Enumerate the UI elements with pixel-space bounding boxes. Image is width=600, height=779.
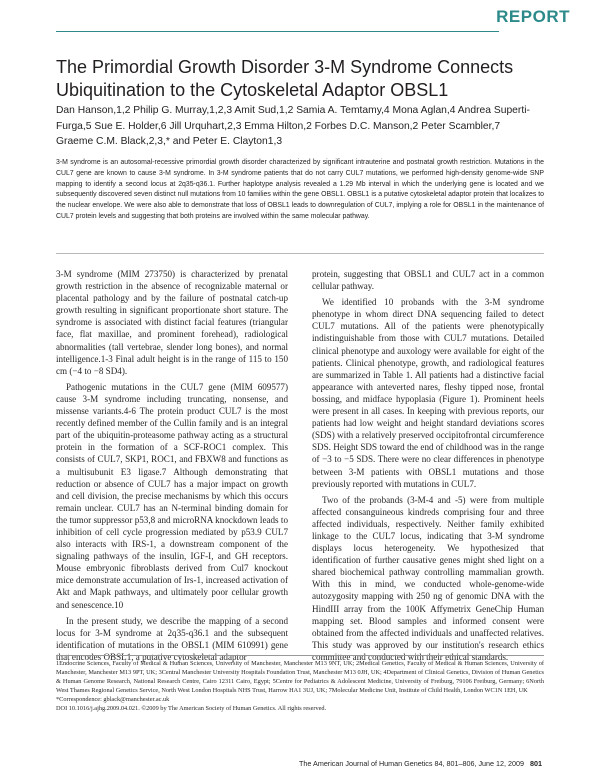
- page-number: 801: [530, 759, 542, 768]
- page-footer: [299, 759, 542, 768]
- author-list: Dan Hanson,1,2 Philip G. Murray,1,2,3 Amit Sud,1,2 Samia A. Temtamy,4 Mona Aglan,4 Andrea Superti-Furga,5 Sue E. Holder,6 Jill Urquhart,2,3 Emma Hilton,2 Forbes D.C. Manson,2 Peter Scambler,7 Graeme C.M. Black,2,3,* and Peter E. Clayton1,3: [56, 105, 530, 147]
- journal-citation: The American Journal of Human Genetics 84, 801–806, June 12, 2009: [299, 759, 524, 768]
- body-paragraph: protein, suggesting that OBSL1 and CUL7 act in a common cellular pathway.: [312, 269, 544, 292]
- body-paragraph: 3-M syndrome (MIM 273750) is characterized by prenatal growth restriction in the absence of recognizable maternal or placental pathology and by the failure of postnatal catch-up growth resulting in significant proportionate short stature. The syndrome is associated with distinct facial features (triangular face, flat maxillae, and prominent forehead), radiological abnormalities (tall vertebrae, slender long bones), and normal intelligence.1-3 Final adult height is in the range of 115 to 150 cm (−4 to −8 SD4).: [56, 269, 288, 376]
- body-paragraph: Pathogenic mutations in the CUL7 gene (MIM 609577) cause 3-M syndrome including truncating, nonsense, and missense variants.4-6 The protein product CUL7 is the most recently defined member of the Cullin family and is an integral part of the ubiquitin-proteasome pathway acting as a structural protein in the formation of a SCF-ROC1 complex. This consists of CUL7, SKP1, ROC1, and FBXW8 and functions as a multisubunit E3 ligase.7 Although demonstrating that reduction or absence of CUL7 has a major impact on growth and cell division, the precise mechanisms by which this occurs remain unclear. CUL7 has an N-terminal binding domain for the tumor suppressor p53,8 and microRNA knockdown leads to inhibition of cell cycle progression mediated by p53.9 CUL7 also interacts with IRS-1, a downstream component of the signaling pathways of the insulin, IGF-I, and GH receptors. Mouse embryonic fibroblasts derived from Cul7 knockout mice demonstrate accumulation of Irs-1, increased activation of Akt and Mapk pathways, and ultimately poor cellular growth and senescence.10: [56, 381, 288, 610]
- header-rule: [56, 31, 499, 32]
- body-column-right: [312, 268, 544, 667]
- article-title: The Primordial Growth Disorder 3-M Syndrome Connects Ubiquitination to the Cytoskeletal Adaptor OBSL1: [56, 57, 514, 100]
- footnote-divider: [56, 655, 544, 656]
- abstract: 3-M syndrome is an autosomal-recessive primordial growth disorder characterized by significant intrauterine and postnatal growth restriction. Mutations in the CUL7 gene are known to cause 3-M syndrome. In 3-M syndrome patients that do not carry CUL7 mutations, we performed high-density genome-wide SNP mapping to identify a second locus at 2q35-q36.1. Further haplotype analysis revealed a 1.29 Mb interval in which the underlying gene is located and we subsequently discovered seven distinct null mutations from 10 families within the gene OBSL1. OBSL1 is a putative cytoskeletal adaptor protein that localizes to the nuclear envelope. We were also able to demonstrate that loss of OBSL1 leads to downregulation of CUL7, implying a role for OBSL1 in the maintenance of CUL7 protein levels and suggesting that both proteins are involved within the same molecular pathway.: [56, 159, 544, 220]
- body-paragraph: Two of the probands (3-M-4 and -5) were from multiple affected consanguineous kindreds comprising four and three affected individuals, respectively. Neither family exhibited linkage to the CUL7 locus, indicating that 3-M syndrome displays locus heterogeneity. We hypothesized that identification of further causative genes might shed light on a shared biochemical pathway controlling mammalian growth. With this in mind, we conducted whole-genome-wide autozygosity mapping with 250 ng of genomic DNA with the HindIII array from the 100K Affymetrix GeneChip Human mapping set. Blood samples and informed consent were obtained from the affected individuals and unaffected relatives. This study was approved by our institution's research ethics committee and conducted with their ethical standards.: [312, 494, 544, 662]
- section-label: REPORT: [496, 7, 570, 26]
- abstract-divider: [56, 253, 544, 254]
- body-paragraph: We identified 10 probands with the 3-M syndrome phenotype in whom direct DNA sequencing failed to detect CUL7 mutations. All of the patients were phenotypically indistinguishable from those with CUL7 mutations. Detailed clinical phenotype and auxology were available for eight of the patients. Clinical phenotype, growth, and radiological features are summarized in Table 1. All patients had a distinctive facial appearance with anteverted nares, fleshy tipped nose, frontal bossing, and midface hypoplasia (Figure 1). Prominent heels were present in all cases. In keeping with previous reports, our patients had low weight and height standard deviations scores (SDS) with a relatively preserved occipitofrontal circumference SDS. Height SDS toward the end of childhood was in the range of −3 to −5 SDS. There were no clear differences in phenotype between 3-M patients with OBSL1 mutations and those previously reported with mutations in CUL7.: [312, 297, 544, 489]
- body-paragraph: In the present study, we describe the mapping of a second locus for 3-M syndrome at 2q35-q36.1 and the subsequent identification of mutations in the OBSL1 (MIM 610991) gene that encodes OBSL1, a putative cytoskeletal adaptor: [56, 615, 288, 662]
- affiliations-footnote: 1Endocrine Sciences, Faculty of Medical & Human Sciences, University of Manchester, Manchester M13 9NT, UK; 2Medical Genetics, Faculty of Medical & Human Sciences, University of Manchester, Manchester M13 9PT, UK; 3Central Manchester University Hospitals Foundation Trust, Manchester M13 0JH, UK; 4Department of Clinical Genetics, Division of Human Genetics & Human Genome Research, National Research Centre, Cairo 12311 Cairo, Egypt; 5Centre for Pediatrics & Adolescent Medicine, University of Freiburg, 79106 Freiburg, Germany; 6North West Thames Regional Genetics Service, North West London Hospitals NHS Trust, Harrow HA1 3UJ, UK; 7Molecular Medicine Unit, Institute of Child Health, London WC1N 1EH, UK *Correspondence: gblack@manchester.ac.uk DOI 10.1016/j.ajhg.2009.04.021. ©2009 by The American Society of Human Genetics. All rights reserved.: [56, 660, 544, 713]
- body-column-left: [56, 268, 288, 667]
